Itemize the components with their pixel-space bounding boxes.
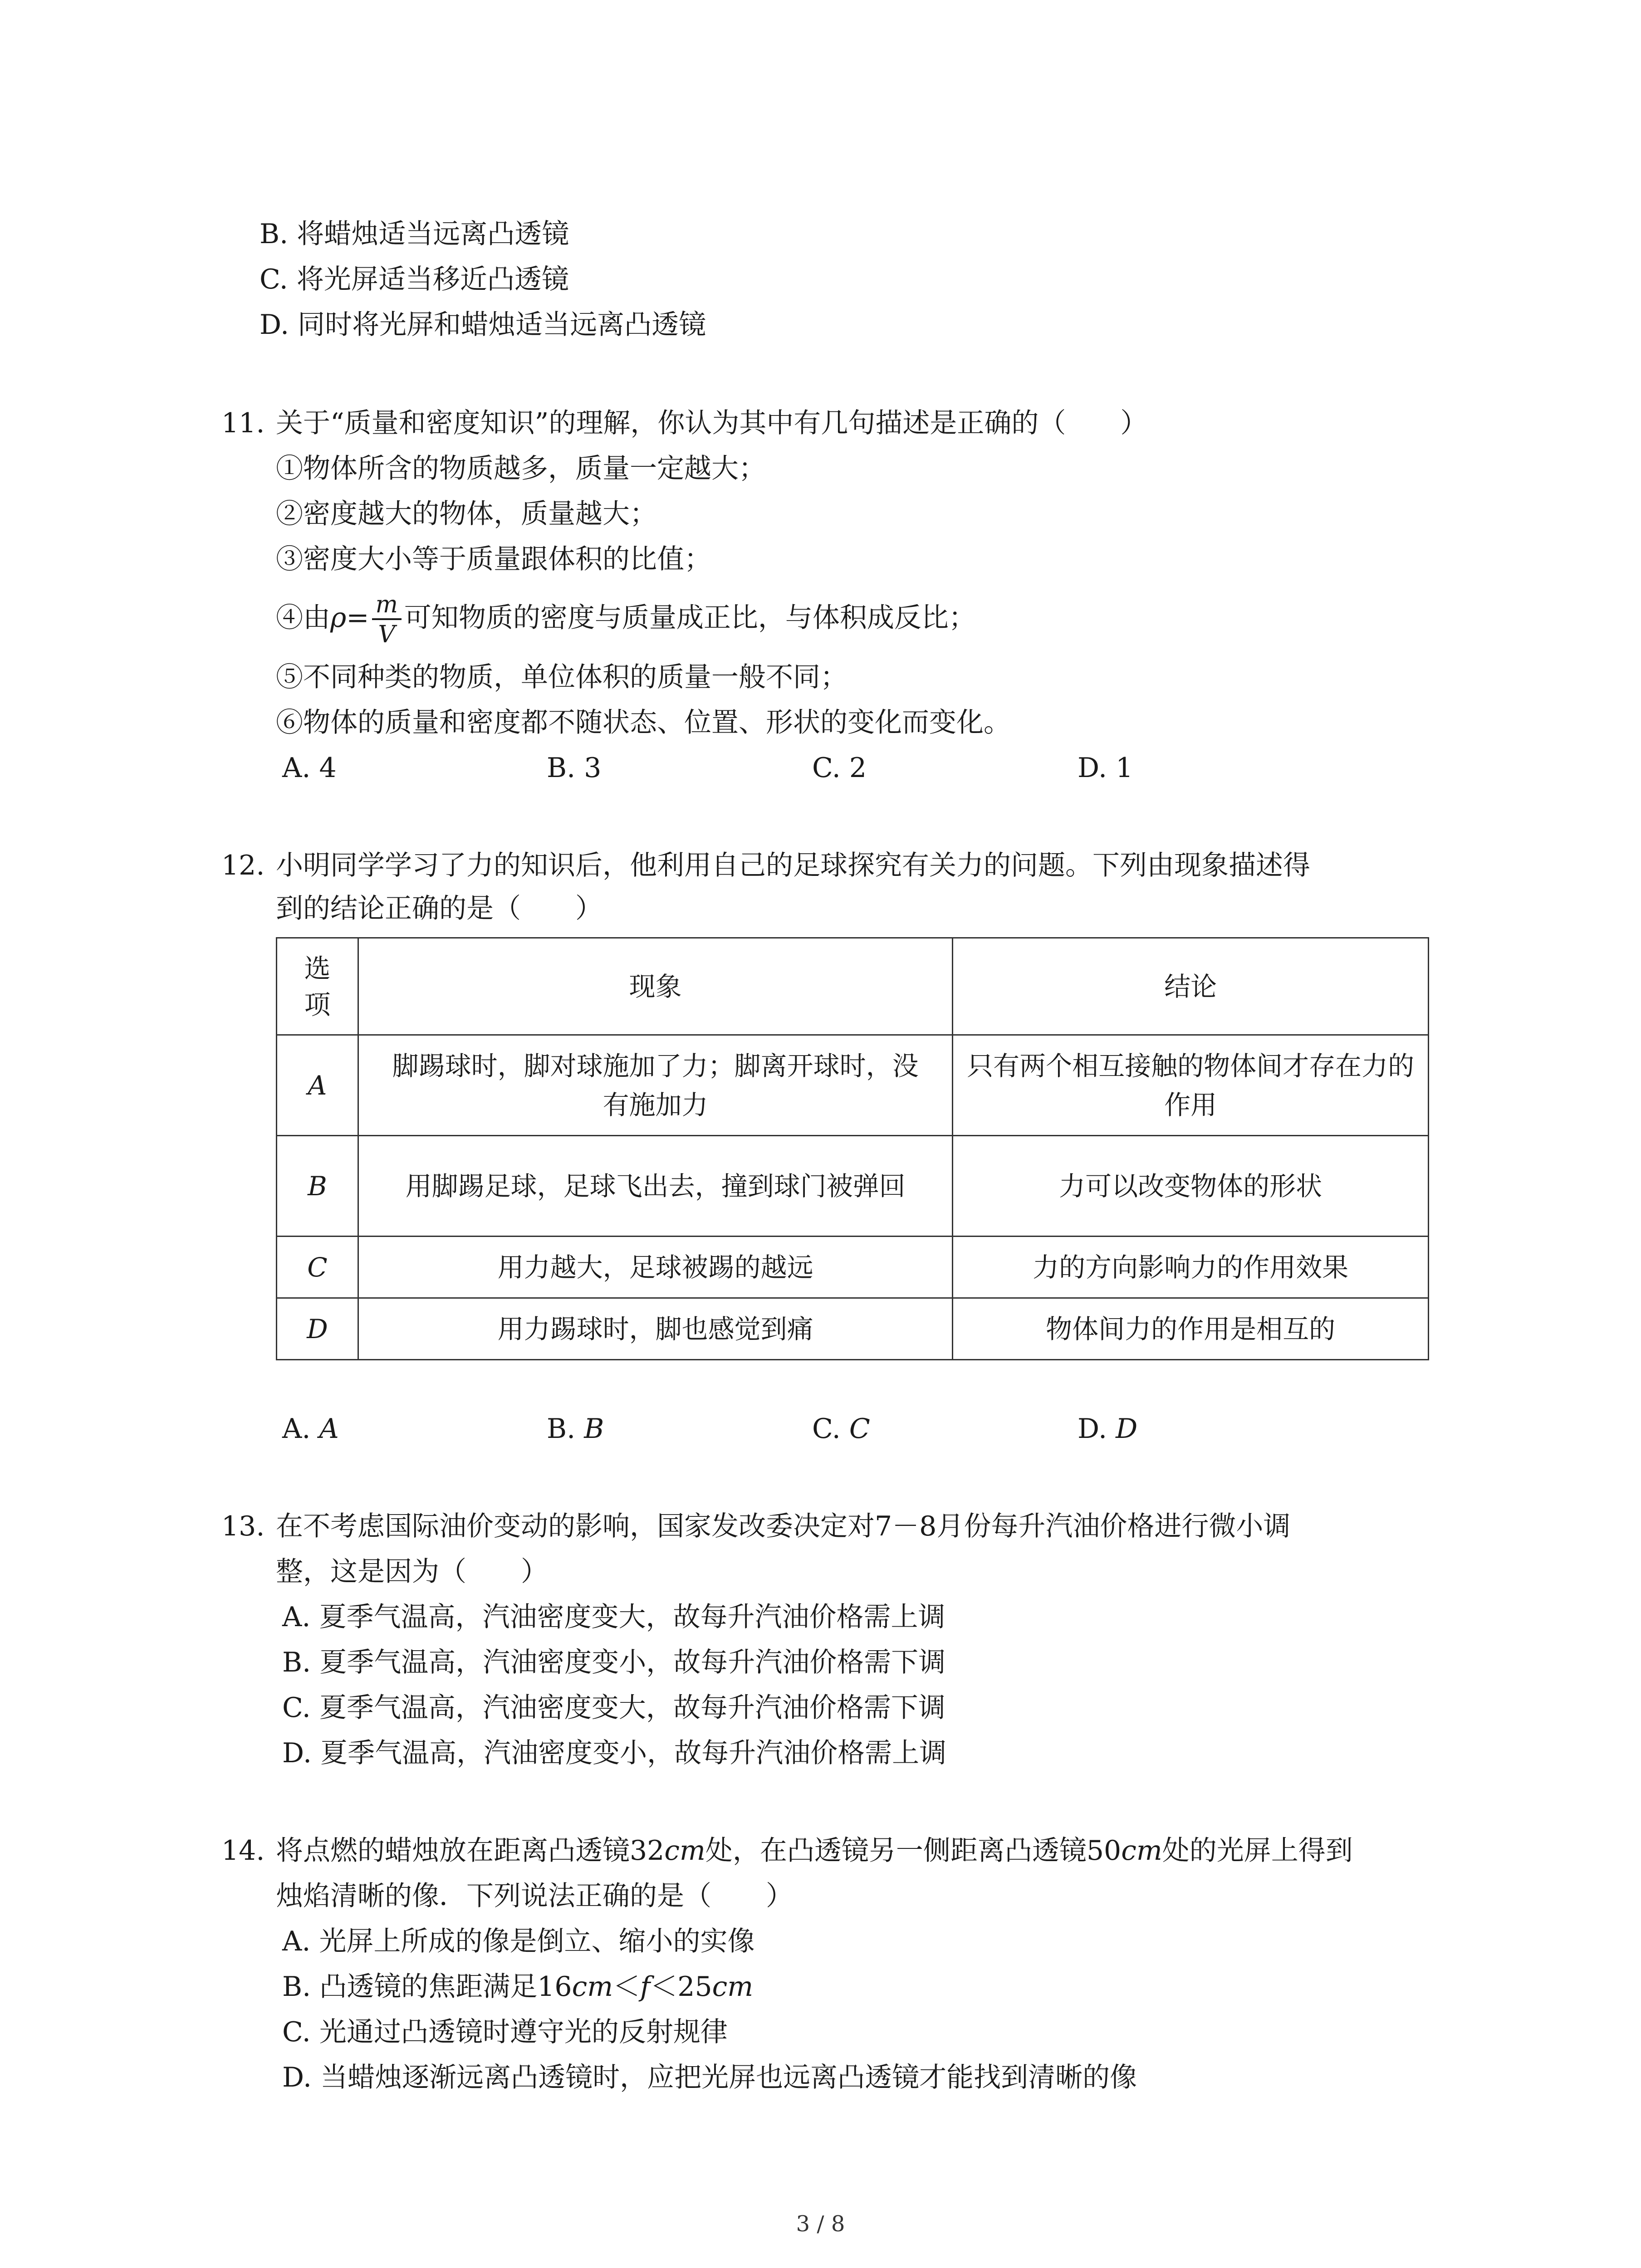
row-conclusion: 力可以改变物体的形状: [953, 1136, 1429, 1237]
q14-option-b: [282, 1970, 753, 2004]
option-text: B. 凸透镜的焦距满足16: [282, 1971, 572, 2003]
less-than: ＜: [613, 1971, 641, 2003]
row-phenomenon: 用力越大，足球被踢的越远: [358, 1237, 952, 1298]
stem-text: 处，在凸透镜另一侧距离凸透镜50: [705, 1835, 1122, 1867]
option-value: B: [584, 1413, 604, 1445]
q14-stem-line1: [276, 1833, 1353, 1868]
q11-item-4-suffix: 可知物质的密度与质量成正比，与体积成反比；: [404, 602, 976, 634]
row-option: D: [277, 1298, 358, 1360]
table-row: [277, 1035, 1429, 1136]
q12-option-c: [812, 1412, 870, 1446]
q11-option-a: A. 4: [282, 752, 337, 784]
q13-option-a: A. 夏季气温高，汽油密度变大，故每升汽油价格需上调: [282, 1601, 945, 1633]
q13-stem-line2: 整，这是因为（ ）: [276, 1556, 548, 1588]
row-conclusion: 只有两个相互接触的物体间才存在力的作用: [953, 1035, 1429, 1136]
header-option: 选项: [277, 938, 358, 1035]
table-row: [277, 1136, 1429, 1237]
stem-text: 处的光屏上得到: [1162, 1835, 1353, 1867]
unit-cm: cm: [572, 1971, 613, 2003]
table-row: [277, 1298, 1429, 1360]
row-conclusion: 力的方向影响力的作用效果: [953, 1237, 1429, 1298]
q14-stem-line2: 烛焰清晰的像．下列说法正确的是（ ）: [276, 1880, 793, 1912]
density-symbol: ρ: [330, 602, 347, 634]
q11-item-6: ⑥物体的质量和密度都不随状态、位置、形状的变化而变化。: [276, 707, 1011, 738]
q11-option-c: C. 2: [812, 752, 867, 784]
q11-item-1: ①物体所含的物质越多，质量一定越大；: [276, 453, 766, 484]
option-value: A: [319, 1413, 339, 1445]
q12-table: [276, 937, 1429, 1360]
unit-cm: cm: [1121, 1835, 1162, 1867]
q14-option-d: D. 当蜡烛逐渐远离凸透镜时，应把光屏也远离凸透镜才能找到清晰的像: [282, 2062, 1137, 2093]
table-row: [277, 1237, 1429, 1298]
option-label: A.: [282, 1413, 311, 1445]
row-option: A: [277, 1035, 358, 1136]
q10-option-d: D. 同时将光屏和蜡烛适当远离凸透镜: [260, 309, 706, 341]
density-formula-fraction: [372, 591, 402, 649]
equals-sign: =: [346, 602, 369, 634]
q11-number: 11.: [221, 407, 265, 439]
q11-option-b: B. 3: [547, 752, 602, 784]
fraction-numerator: m: [372, 593, 402, 620]
option-text: ＜25: [650, 1971, 712, 2003]
option-label: D.: [1078, 1413, 1107, 1445]
q10-option-c: C. 将光屏适当移近凸透镜: [260, 264, 569, 295]
q13-stem-line1: 在不考虑国际油价变动的影响，国家发改委决定对7－8月份每升汽油价格进行微小调: [276, 1510, 1291, 1542]
q12-stem-line2: 到的结论正确的是（ ）: [276, 893, 603, 924]
option-label: B.: [547, 1413, 576, 1445]
option-value: C: [849, 1413, 870, 1445]
q12-stem-line1: 小明同学学习了力的知识后，他利用自己的足球探究有关力的问题。下列由现象描述得: [276, 850, 1310, 881]
q12-option-d: [1078, 1412, 1137, 1446]
q14-option-a: A. 光屏上所成的像是倒立、缩小的实像: [282, 1926, 755, 1957]
stem-text: 将点燃的蜡烛放在距离凸透镜32: [276, 1835, 665, 1867]
q11-item-4-prefix: ④由: [276, 602, 330, 634]
q11-item-5: ⑤不同种类的物质，单位体积的质量一般不同；: [276, 661, 847, 693]
q11-option-d: D. 1: [1078, 752, 1133, 784]
page-number: 3 / 8: [796, 2211, 845, 2237]
header-conclusion: 结论: [953, 938, 1429, 1035]
q11-item-2: ②密度越大的物体，质量越大；: [276, 498, 657, 530]
row-option: C: [277, 1237, 358, 1298]
table-header-row: [277, 938, 1429, 1035]
q12-option-a: [282, 1412, 339, 1446]
row-conclusion: 物体间力的作用是相互的: [953, 1298, 1429, 1360]
q11-item-3: ③密度大小等于质量跟体积的比值；: [276, 543, 711, 575]
row-phenomenon: 脚踢球时，脚对球施加了力；脚离开球时，没有施加力: [358, 1035, 952, 1136]
q11-item-4: [276, 582, 976, 654]
row-phenomenon: 用脚踢足球，足球飞出去，撞到球门被弹回: [358, 1136, 952, 1237]
option-value: D: [1116, 1413, 1138, 1445]
row-option: B: [277, 1136, 358, 1237]
q13-option-d: D. 夏季气温高，汽油密度变小，故每升汽油价格需上调: [282, 1737, 947, 1769]
q13-number: 13.: [221, 1510, 265, 1542]
q12-option-b: [547, 1412, 604, 1446]
unit-cm: cm: [664, 1835, 705, 1867]
unit-cm: cm: [712, 1971, 754, 2003]
q13-option-c: C. 夏季气温高，汽油密度变大，故每升汽油价格需下调: [282, 1692, 945, 1724]
q11-stem: 关于“质量和密度知识”的理解，你认为其中有几句描述是正确的（ ）: [276, 407, 1148, 439]
header-phenomenon: 现象: [358, 938, 952, 1035]
q10-option-b: B. 将蜡烛适当远离凸透镜: [260, 218, 569, 250]
option-label: C.: [812, 1413, 841, 1445]
focal-length-symbol: f: [640, 1971, 651, 2003]
q12-number: 12.: [221, 850, 265, 881]
fraction-denominator: V: [378, 621, 395, 649]
q13-option-b: B. 夏季气温高，汽油密度变小，故每升汽油价格需下调: [282, 1647, 946, 1678]
row-phenomenon: 用力踢球时，脚也感觉到痛: [358, 1298, 952, 1360]
q14-option-c: C. 光通过凸透镜时遵守光的反射规律: [282, 2016, 728, 2048]
q14-number: 14.: [221, 1835, 265, 1867]
